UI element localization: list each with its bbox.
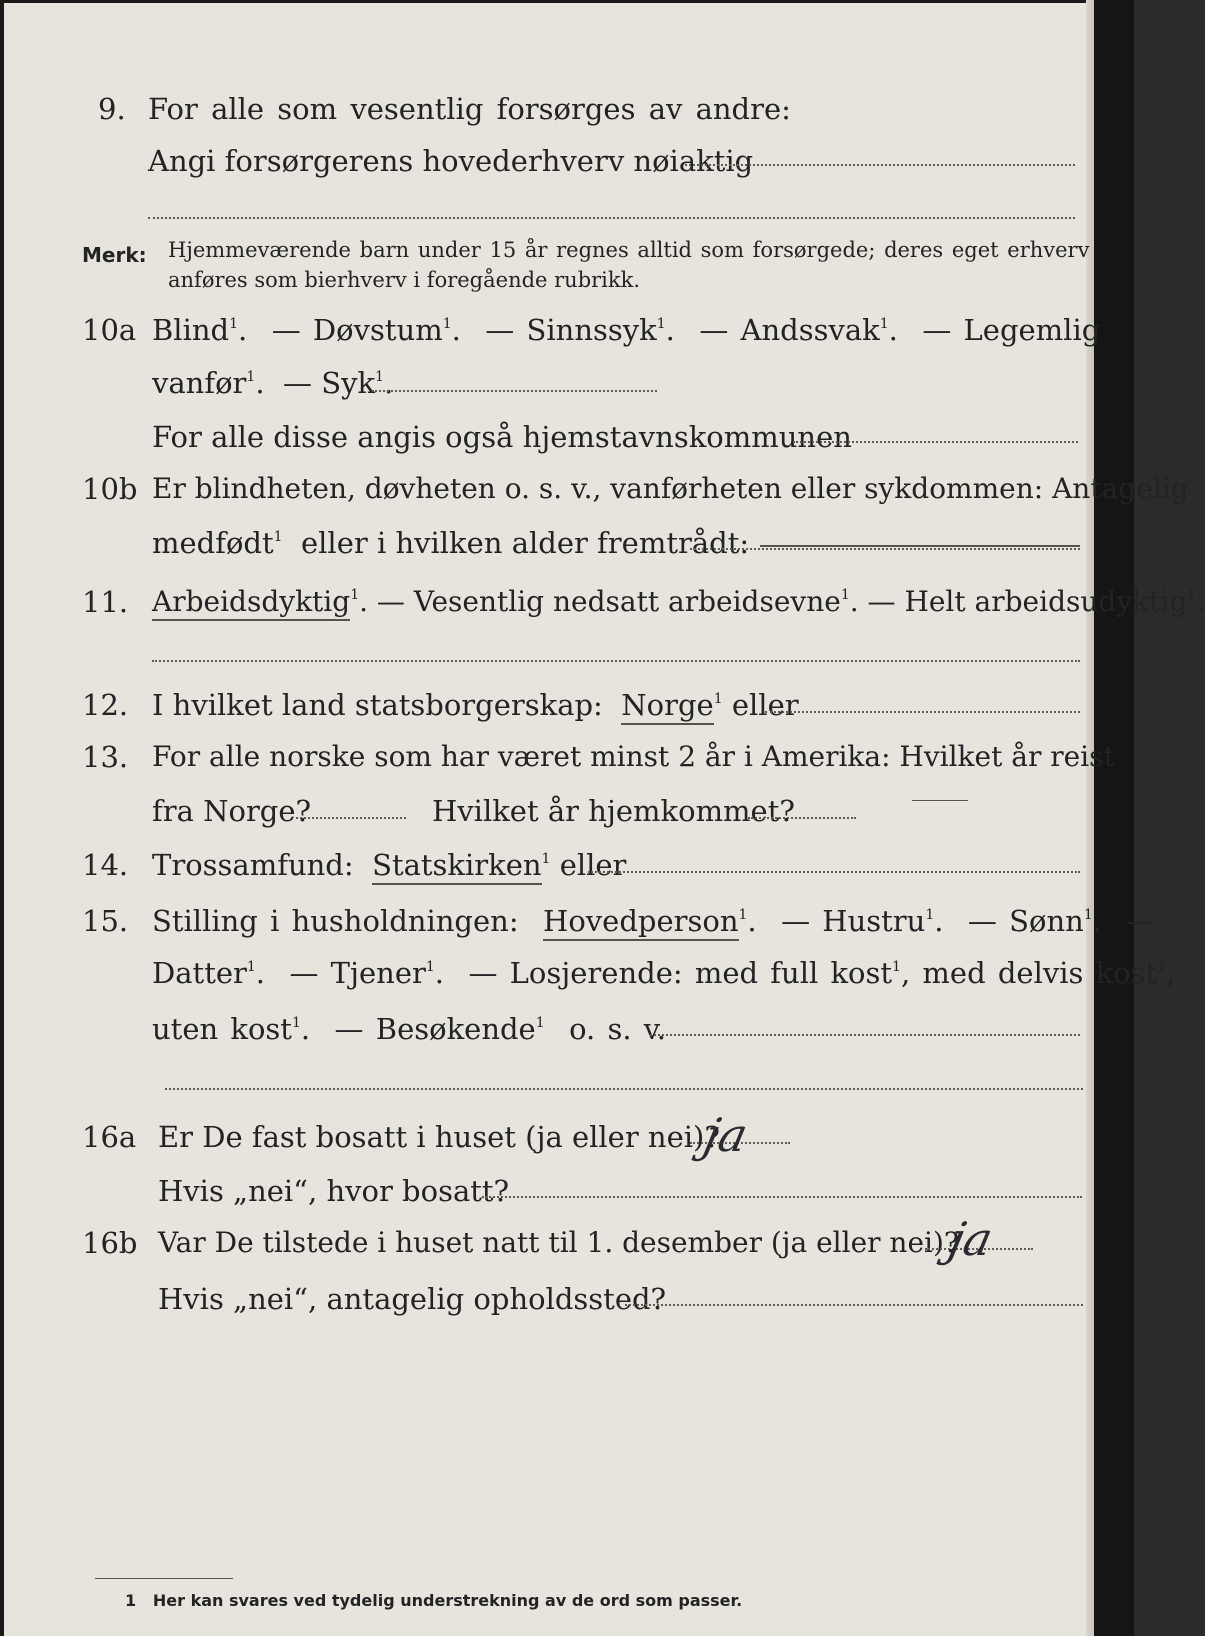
scan-edge-top — [0, 0, 1134, 3]
question-10a-line3: For alle disse angis også hjemstavnskommunen — [152, 420, 852, 454]
question-13-line2b: Hvilket år hjemkommet? — [432, 794, 795, 828]
option-eller: eller — [559, 848, 627, 882]
question-15-line1: Stilling i husholdningen: Hovedperson$^1$. — Hustru$^1$. — Sønn$^1$. — — [152, 904, 1155, 938]
option-delvis-kost: , med delvis kost — [900, 956, 1158, 990]
option-nedsatt: — Vesentlig nedsatt arbeidsevne — [376, 585, 841, 618]
option-datter: Datter — [152, 956, 247, 990]
option-legemlig: — Legemlig — [922, 313, 1101, 347]
question-9-answer-line-2[interactable] — [148, 217, 1075, 219]
question-14-line: Trossamfund: Statskirken$^1$ eller — [152, 848, 626, 882]
question-9-line1: For alle som vesentlig forsørges av andre: — [148, 92, 791, 126]
question-11-line: Arbeidsdyktig$^1$. — Vesentlig nedsatt arbeidsevne$^1$. — Helt arbeidsudyktig$^1$. — [152, 585, 1205, 619]
option-vanfor: vanfør — [152, 366, 247, 400]
question-16a-number: 16a — [82, 1120, 137, 1154]
option-full-kost: — Losjerende: med full kost — [468, 956, 893, 990]
question-13-number: 13. — [82, 740, 129, 774]
note-line1: Hjemmeværende barn under 15 år regnes alltid som forsørgede; deres eget erhverv — [168, 238, 1090, 262]
question-15-line3: uten kost$^1$. — Besøkende$^1$ o. s. v. — [152, 1012, 666, 1046]
question-15-text: Stilling i husholdningen: — [152, 904, 519, 938]
option-hustru: — Hustru — [781, 904, 926, 938]
question-14-number: 14. — [82, 848, 129, 882]
question-12-line: I hvilket land statsborgerskap: Norge$^1$ eller — [152, 688, 799, 722]
option-blind: Blind — [152, 313, 230, 347]
handwritten-answer-16a: ja — [699, 1108, 753, 1162]
question-10b-line1: Er blindheten, døvheten o. s. v., vanførheten eller sykdommen: Antagelig — [152, 472, 1189, 505]
option-besokende: — Besøkende — [334, 1012, 536, 1046]
question-11-answer-line[interactable] — [152, 660, 1080, 662]
question-10a-line1: Blind$^1$. — Døvstum$^1$. — Sinnssyk$^1$. — Andssvak$^1$. — Legemlig — [152, 313, 1101, 347]
footnote — [125, 1591, 742, 1610]
scan-edge-right — [1094, 0, 1134, 1636]
question-15-answer-line[interactable] — [650, 1034, 1080, 1036]
question-16b-line2: Hvis „nei“, antagelig opholdssted? — [158, 1282, 667, 1316]
option-syk: — Syk — [282, 366, 376, 400]
option-eller: eller — [731, 688, 799, 722]
question-13-line2a: fra Norge? — [152, 794, 312, 828]
question-10b-line2: medfødt$^1$ eller i hvilken alder fremtrådt: — [152, 526, 750, 560]
question-12-number: 12. — [82, 688, 129, 722]
question-10a-number: 10a — [82, 313, 137, 347]
question-16b-number: 16b — [82, 1226, 138, 1260]
option-medfodt: medfødt — [152, 526, 274, 560]
note-line2: anføres som bierhverv i foregående rubrikk. — [168, 268, 641, 292]
option-andssvak: — Andssvak — [699, 313, 880, 347]
question-16b-line1: Var De tilstede i huset natt til 1. desember (ja eller nei)? — [158, 1226, 959, 1259]
question-11-number: 11. — [82, 585, 129, 619]
question-15-number: 15. — [82, 904, 129, 938]
note-label: Merk: — [82, 243, 147, 267]
question-10b-number: 10b — [82, 472, 138, 506]
option-sinnssyk: — Sinnssyk — [485, 313, 657, 347]
question-12-text: I hvilket land statsborgerskap: — [152, 688, 603, 722]
question-10a-answer-line[interactable] — [372, 390, 657, 392]
option-dovstum: — Døvstum — [271, 313, 443, 347]
question-10b-pen-line — [760, 545, 1080, 547]
question-10a-line2: vanfør$^1$. — Syk$^1$. — [152, 366, 394, 400]
footnote-mark: 1 — [125, 1591, 137, 1610]
footnote-text: Her kan svares ved tydelig understrekning av de ord som passer. — [152, 1591, 743, 1610]
question-9-number: 9. — [98, 92, 126, 126]
question-13-return-line[interactable] — [748, 817, 856, 819]
question-13-departure-line[interactable] — [296, 817, 406, 819]
question-15-line2: Datter$^1$. — Tjener$^1$. — Losjerende: med full kost$^1$, med delvis kost$^1$, — [152, 956, 1176, 990]
option-norge: Norge — [621, 688, 713, 725]
option-statskirken: Statskirken — [372, 848, 541, 885]
handwritten-answer-16b: ja — [944, 1212, 998, 1266]
question-13-line1: For alle norske som har været minst 2 år i Amerika: Hvilket år reist — [152, 740, 1115, 773]
question-15-answer-line-2[interactable] — [165, 1088, 1083, 1090]
comma: , — [1166, 956, 1176, 990]
question-14-text: Trossamfund: — [152, 848, 354, 882]
question-9-answer-line[interactable] — [685, 164, 1075, 166]
question-16b-location-line[interactable] — [625, 1304, 1083, 1306]
option-osv: o. s. v. — [569, 1012, 666, 1046]
option-hovedperson: Hovedperson — [543, 904, 738, 941]
option-tjener: — Tjener — [289, 956, 426, 990]
option-alder: eller i hvilken alder fremtrådt: — [301, 526, 750, 560]
option-arbeidsdyktig: Arbeidsdyktig — [152, 585, 350, 621]
question-14-answer-line[interactable] — [588, 871, 1080, 873]
question-16a-location-line[interactable] — [482, 1196, 1082, 1198]
footnote-separator — [95, 1578, 233, 1579]
question-10b-answer-line[interactable] — [690, 548, 1080, 550]
pen-stroke — [912, 800, 968, 801]
option-uten-kost: uten kost — [152, 1012, 292, 1046]
question-16a-line1: Er De fast bosatt i huset (ja eller nei)? — [158, 1120, 720, 1154]
question-12-answer-line[interactable] — [765, 711, 1080, 713]
question-9-line2: Angi forsørgerens hovederhverv nøiaktig — [148, 144, 754, 178]
question-16a-line2: Hvis „nei“, hvor bosatt? — [158, 1174, 510, 1208]
dash: — — [1126, 904, 1156, 938]
option-udyktig: — Helt arbeidsudyktig — [867, 585, 1188, 618]
scan-edge-left — [0, 0, 4, 1636]
question-10a-kommune-line[interactable] — [793, 441, 1078, 443]
option-sonn: — Sønn — [967, 904, 1084, 938]
